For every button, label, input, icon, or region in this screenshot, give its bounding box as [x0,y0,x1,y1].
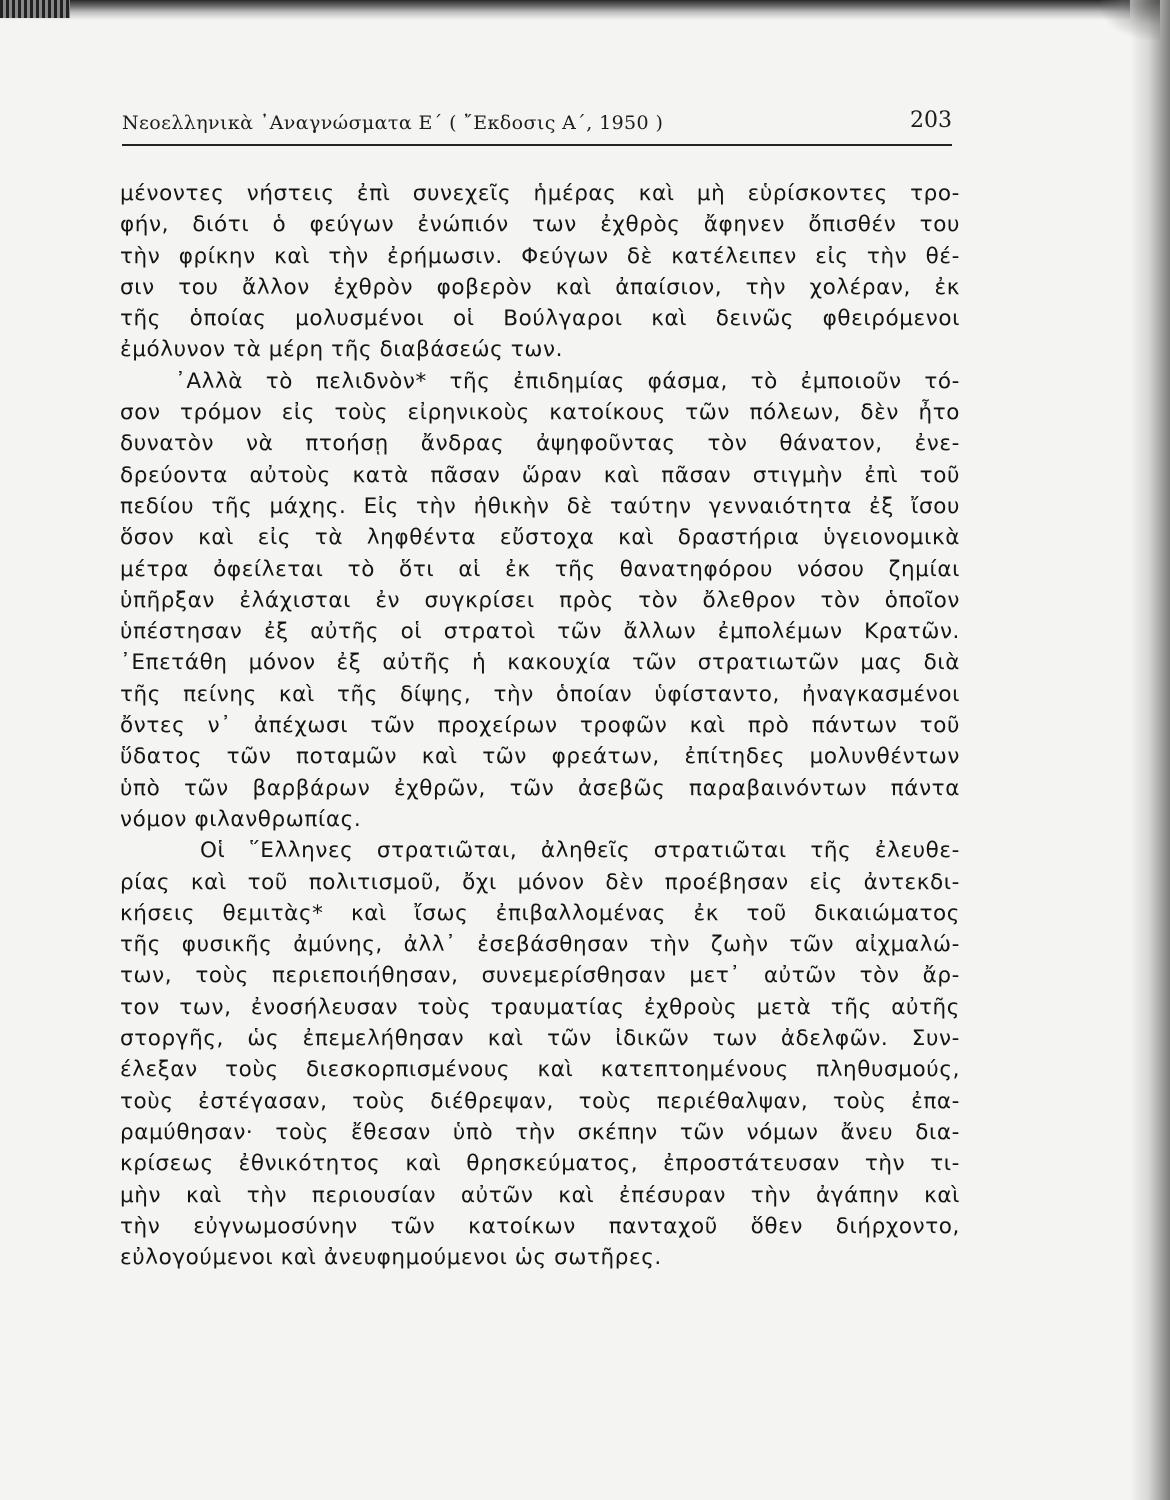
text-line: πεδίου τῆς μάχης. Εἰς τὴν ἠθικὴν δὲ ταύτην γενναιότητα ἐξ ἴσου [120,493,960,519]
text-line: έλεξαν τοὺς διεσκορπισμένους καὶ κατεπτοημένους πληθυσμούς, [120,1057,960,1083]
running-header-title: Νεοελληνικὰ ᾿Αναγνώσματα Ε΄ ( ῎Εκδοσις Α΄, 1950 ) [122,112,664,134]
text-line: φήν, διότι ὁ φεύγων ἐνώπιόν των ἐχθρὸς ἄφηνεν ὄπισθέν του [120,212,960,238]
text-line: σον τρόμον εἰς τοὺς εἰρηνικοὺς κατοίκους τῶν πόλεων, δὲν ἦτο [120,400,960,426]
running-header [122,108,952,146]
page-corner-shadow [1100,0,1160,40]
text-line: των, τοὺς περιεποιήθησαν, συνεμερίσθησαν μετ᾿ αὐτῶν τὸν ἄρ- [120,963,960,989]
text-line: ὕδατος τῶν ποταμῶν καὶ τῶν φρεάτων, ἐπίτηδες μολυνθέντων [120,744,960,770]
text-line: νόμον φιλανθρωπίας. [120,806,362,832]
text-line: ὄντες ν᾿ ἀπέχωσι τῶν προχείρων τροφῶν καὶ πρὸ πάντων τοῦ [120,713,960,739]
text-line: μὴν καὶ τὴν περιουσίαν αὐτῶν καὶ ἐπέσυραν τὴν ἀγάπην καὶ [120,1182,960,1208]
text-line: ἐμόλυνον τὰ μέρη τῆς διαβάσεώς των. [120,337,564,363]
text-line: τὴν φρίκην καὶ τὴν ἐρήμωσιν. Φεύγων δὲ κατέλειπεν εἰς τὴν θέ- [120,243,960,269]
text-line: στοργῆς, ὡς ἐπεμελήθησαν καὶ τῶν ἰδικῶν των ἀδελφῶν. Συν- [120,1026,960,1052]
page-right-edge-shadow [1130,0,1170,1500]
book-spine-binding [0,0,70,18]
text-line: ᾿Επετάθη μόνον ἐξ αὐτῆς ἡ κακουχία τῶν στρατιωτῶν μας διὰ [120,650,960,676]
text-line: τὴν εὐγνωμοσύνην τῶν κατοίκων πανταχοῦ ὅθεν διήρχοντο, [120,1213,960,1239]
text-line: δρεύοντα αὐτοὺς κατὰ πᾶσαν ὥραν καὶ πᾶσαν στιγμὴν ἐπὶ τοῦ [120,462,960,488]
text-line: τον των, ἐνοσήλευσαν τοὺς τραυματίας ἐχθροὺς μετὰ τῆς αὐτῆς [120,994,960,1020]
text-line: ὑπέστησαν ἐξ αὐτῆς οἱ στρατοὶ τῶν ἄλλων ἐμπολέμων Κρατῶν. [120,619,960,645]
page-top-edge-shadow [0,0,1170,20]
text-line: μέτρα ὀφείλεται τὸ ὅτι αἱ ἐκ τῆς θανατηφόρου νόσου ζημίαι [120,556,960,582]
text-line: ραμύθησαν· τοὺς ἔθεσαν ὑπὸ τὴν σκέπην τῶν νόμων ἄνευ δια- [120,1119,960,1145]
text-line: ὑπὸ τῶν βαρβάρων ἐχθρῶν, τῶν ἀσεβῶς παραβαινόντων πάντα [120,775,960,801]
text-line: ρίας καὶ τοῦ πολιτισμοῦ, ὄχι μόνον δὲν προέβησαν εἰς ἀντεκδι- [120,869,960,895]
text-line: ὑπῆρξαν ἐλάχισται ἐν συγκρίσει πρὸς τὸν ὄλεθρον τὸν ὁποῖον [120,587,960,613]
text-line: σιν του ἄλλον ἐχθρὸν φοβερὸν καὶ ἀπαίσιον, τὴν χολέραν, ἐκ [120,274,960,300]
text-line: δυνατὸν νὰ πτοήσῃ ἄνδρας ἀψηφοῦντας τὸν θάνατον, ἐνε- [120,431,960,457]
text-line: εὐλογούμενοι καὶ ἀνευφημούμενοι ὡς σωτῆρες. [120,1245,662,1271]
paragraph-start-line: Οἱ ῞Ελληνες στρατιῶται, ἀληθεῖς στρατιῶται τῆς ἐλευθε- [200,838,960,864]
text-line: τοὺς ἐστέγασαν, τοὺς διέθρεψαν, τοὺς περιέθαλψαν, τοὺς ἐπα- [120,1088,960,1114]
page-number: 203 [910,108,952,133]
paragraph-start-line: ᾿Αλλὰ τὸ πελιδνὸν* τῆς ἐπιδημίας φάσμα, τὸ ἐμποιοῦν τό- [175,368,960,394]
text-line: τῆς πείνης καὶ τῆς δίψης, τὴν ὁποίαν ὑφίσταντο, ἠναγκασμένοι [120,681,960,707]
text-line: ὅσον καὶ εἰς τὰ ληφθέντα εὔστοχα καὶ δραστήρια ὑγειονομικὰ [120,525,960,551]
text-line: μένοντες νήστεις ἐπὶ συνεχεῖς ἡμέρας καὶ μὴ εὑρίσκοντες τρο- [120,181,960,206]
text-line: τῆς φυσικῆς ἀμύνης, ἀλλ᾿ ἐσεβάσθησαν τὴν ζωὴν τῶν αἰχμαλώ- [120,932,960,958]
text-line: κήσεις θεμιτὰς* καὶ ἴσως ἐπιβαλλομένας ἐκ τοῦ δικαιώματος [120,900,960,926]
text-line: τῆς ὁποίας μολυσμένοι οἱ Βούλγαροι καὶ δεινῶς φθειρόμενοι [120,306,960,332]
text-line: κρίσεως ἐθνικότητος καὶ θρησκεύματος, ἐπροστάτευσαν τὴν τι- [120,1151,960,1177]
body-text [120,178,960,1273]
